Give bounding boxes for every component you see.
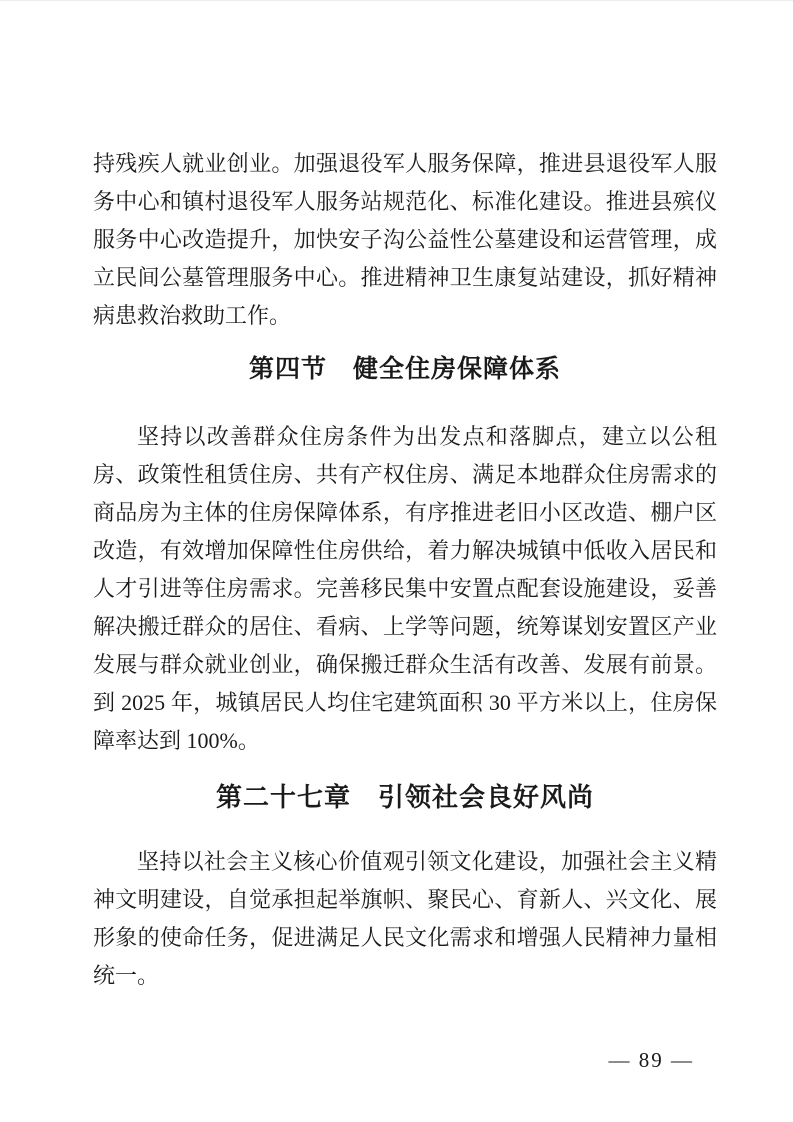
chapter-heading-social-trends: 第二十七章 引领社会良好风尚	[215, 782, 594, 812]
section-heading-housing: 第四节 健全住房保障体系	[248, 356, 561, 383]
paragraph-housing-security: 坚持以改善群众住房条件为出发点和落脚点，建立以公租房、政策性租赁住房、共有产权住房、满足本地群众住房需求的商品房为主体的住房保障体系，有序推进老旧小区改造、棚户区改造，有效增加保障性住房供给，着力解决城镇中低收入居民和人才引进等住房需求。完善移民集中安置点配套设施建设，妥善解决搬迁群众的居住、看病、上学等问题，统筹谋划安置区产业发展与群众就业创业，确保搬迁群众生活有改善、发展有前景。到 2025 年，城镇居民人均住宅建筑面积 30 平方米以上，住房保障率达到 100%。	[93, 424, 717, 753]
page-number: — 89 —	[608, 1048, 694, 1072]
paragraph-employment-services: 持残疾人就业创业。加强退役军人服务保障，推进县退役军人服务中心和镇村退役军人服务站规范化、标准化建设。推进县殡仪服务中心改造提升，加快安子沟公益性公墓建设和运营管理，成立民间公墓管理服务中心。推进精神卫生康复站建设，抓好精神病患救治救助工作。	[93, 151, 717, 328]
page-body	[93, 145, 717, 995]
paragraph-culture-values: 坚持以社会主义核心价值观引领文化建设，加强社会主义精神文明建设，自觉承担起举旗帜、聚民心、育新人、兴文化、展形象的使命任务，促进满足人民文化需求和增强人民精神力量相统一。	[93, 849, 717, 988]
